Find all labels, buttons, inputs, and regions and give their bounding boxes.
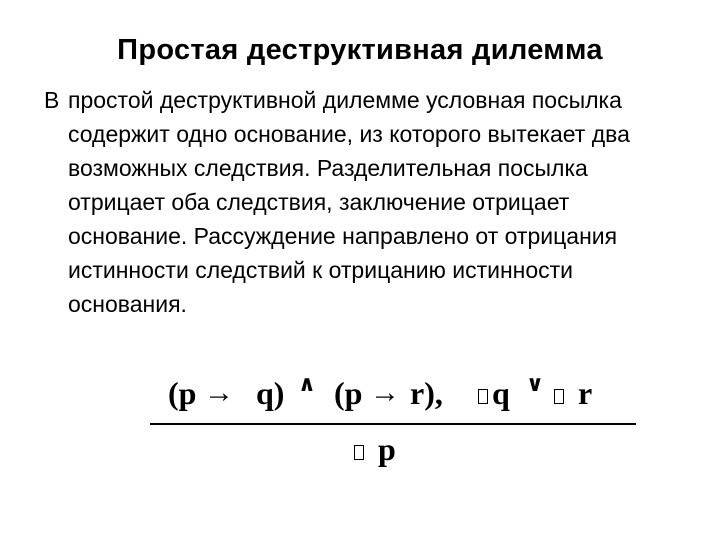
negation-box-r xyxy=(554,370,564,416)
formula-conclusion xyxy=(150,426,636,472)
variable-p: p xyxy=(378,431,396,467)
implication-arrow-1: → xyxy=(204,376,234,409)
variable-r: r xyxy=(578,375,593,411)
slide-title: Простая деструктивная дилемма xyxy=(117,34,603,66)
premise1-close: q) xyxy=(256,375,285,411)
paragraph-marker: В xyxy=(44,87,60,113)
paragraph-line xyxy=(44,83,684,321)
premise1-open: (p xyxy=(168,375,197,411)
formula-premises xyxy=(150,370,640,416)
variable-q: q xyxy=(492,375,510,411)
negation-icon xyxy=(354,445,364,460)
negation-box-q xyxy=(478,370,488,416)
disjunction-symbol: ∨ xyxy=(526,372,544,397)
implication-arrow-2: → xyxy=(370,376,400,409)
negation-icon xyxy=(478,389,488,404)
logic-formula xyxy=(150,370,640,467)
premise2-close: r), xyxy=(410,375,443,411)
premise2-open: (p xyxy=(334,375,363,411)
fraction-line xyxy=(150,423,636,425)
paragraph-text: простой деструктивной дилемме условная посылка содержит одно основание, из которого вытекает два возможных следствия. Разделительная посылка отрицает оба следствия, заключение отрицает основание. Рассуждение направлено от отрицания истинности следствий к отрицанию истинности основания. xyxy=(68,87,630,317)
negation-box-p xyxy=(354,426,364,472)
body-paragraph xyxy=(44,83,684,321)
negation-icon xyxy=(554,389,564,404)
conjunction-symbol: ∧ xyxy=(298,372,316,397)
